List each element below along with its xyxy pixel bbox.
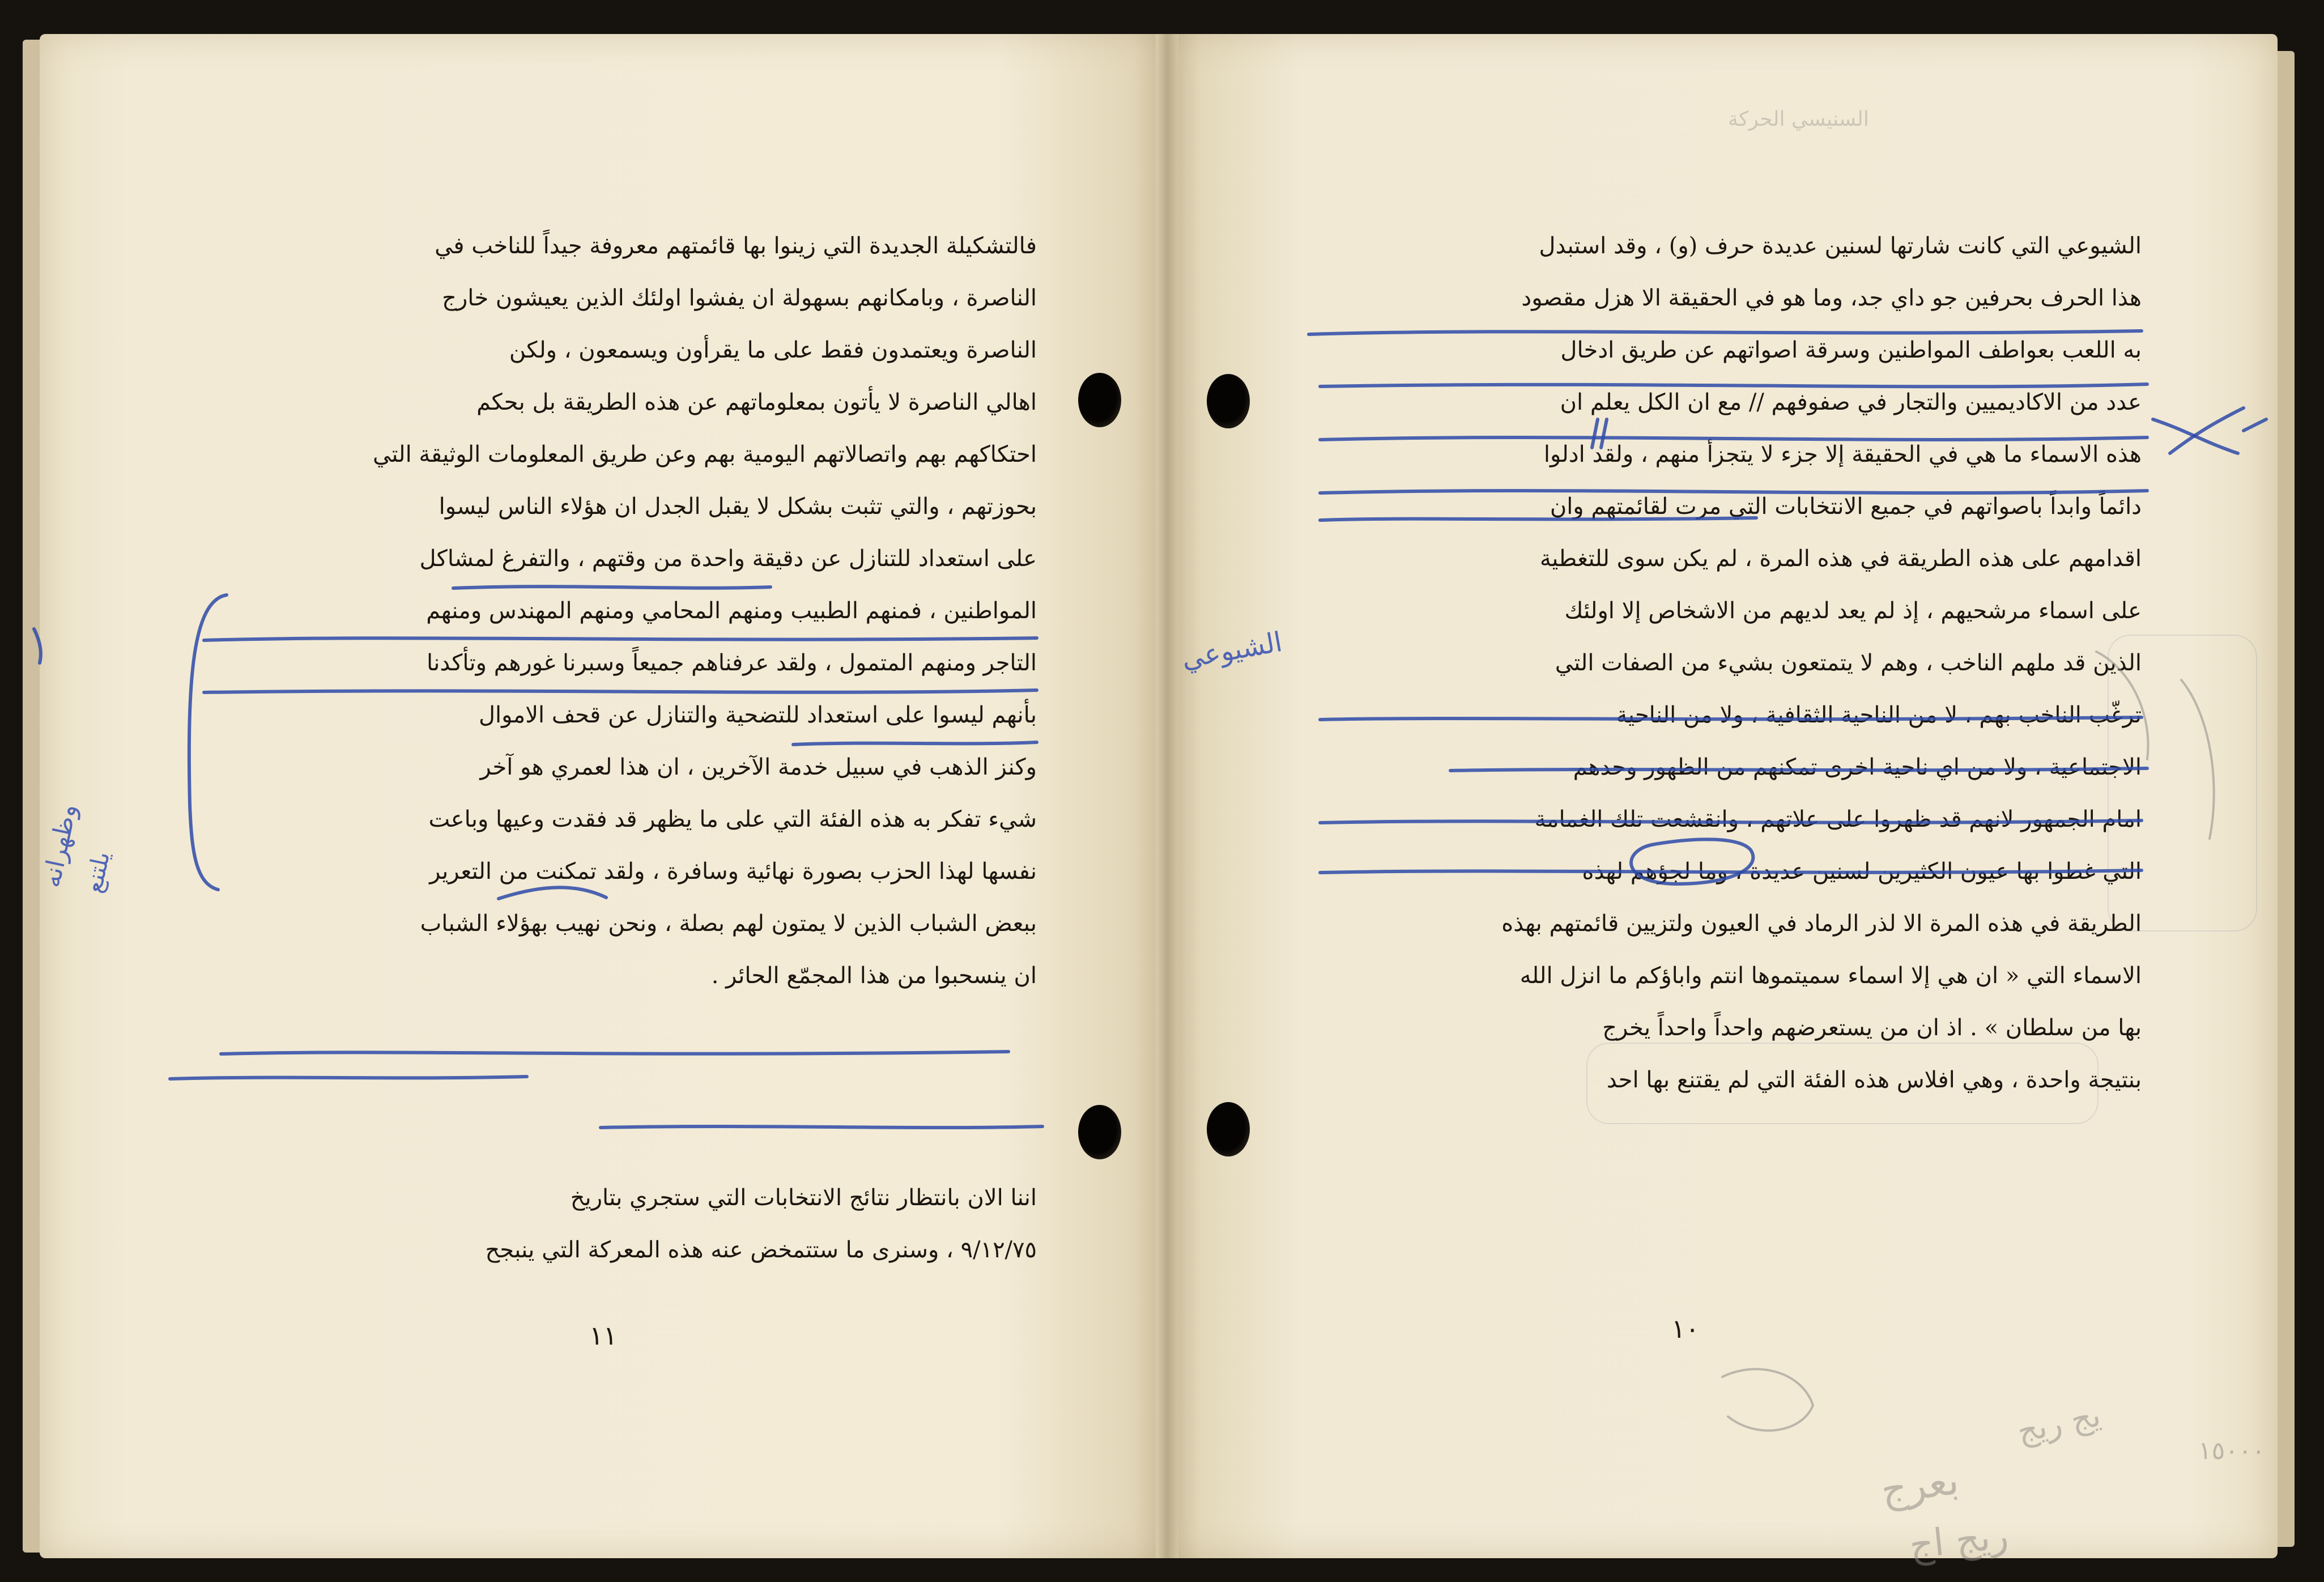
text-line: به اللعب بعواطف المواطنين وسرقة اصواتهم عن طريق ادخال <box>1560 337 2142 363</box>
pencil-note: ١٥٠٠٠ <box>2198 1436 2266 1465</box>
pen-underline <box>1320 491 2147 493</box>
text-line: على اسماء مرشحيهم ، إذ لم يعد لديهم من الاشخاص إلا اولئك <box>1564 598 2142 624</box>
text-line: هذا الحرف بحرفين جو داي جد، وما هو في الحقيقة الا هزل مقصود <box>1521 285 2142 311</box>
text-line: ببعض الشباب الذين لا يمتون لهم بصلة ، ونحن نهيب بهؤلاء الشباب <box>420 911 1037 937</box>
text-line: شيء تفكر به هذه الفئة التي على ما يظهر قد فقدت وعيها وباعت <box>428 806 1037 832</box>
pencil-mark <box>2181 680 2214 839</box>
pen-underline <box>221 1052 1008 1054</box>
pen-cross-mark <box>2244 419 2266 431</box>
page-number-right: ١٠ <box>1671 1313 1700 1344</box>
pen-underline <box>1320 437 2147 440</box>
pencil-mark <box>1722 1369 1813 1430</box>
text-line: التي غطوا بها عيون الكثيرين لسنين عديدة ، وما لجؤهم لهذه <box>1582 858 2142 884</box>
text-line: بأنهم ليسوا على استعداد للتضحية والتنازل عن قحف الاموال <box>478 702 1037 728</box>
pen-underline <box>1320 518 1756 520</box>
text-line: فالتشكيلة الجديدة التي زينوا بها قائمتهم معروفة جيداً للناخب في <box>435 233 1037 259</box>
pen-underline <box>453 586 771 588</box>
text-line: هذه الاسماء ما هي في الحقيقة إلا جزء لا يتجزأ منهم ، ولقد ادلوا <box>1543 441 2142 467</box>
pen-underline <box>1320 717 2142 720</box>
text-line: نفسها لهذا الحزب بصورة نهائية وسافرة ، ولقد تمكنت من التعرير <box>429 858 1037 884</box>
pen-underline <box>1320 384 2147 386</box>
pen-underline <box>601 1126 1042 1128</box>
text-line: على استعداد للتنازل عن دقيقة واحدة من وقتهم ، والتفرغ لمشاكل <box>419 546 1037 572</box>
text-line: الناصرة ، وبامكانهم بسهولة ان يفشوا اولئك الذين يعيشون خارج <box>442 285 1037 311</box>
pen-underline <box>1320 820 2142 823</box>
text-line: احتكاكهم بهم واتصالاتهم اليومية بهم وعن طريق المعلومات الوثيقة التي <box>372 441 1037 467</box>
pen-underline <box>499 887 606 899</box>
pen-underline <box>1320 870 2142 873</box>
pen-underline <box>170 1077 527 1079</box>
text-line: وكنز الذهب في سبيل خدمة الآخرين ، ان هذا لعمري هو آخر <box>480 754 1037 780</box>
pen-underline <box>204 638 1037 640</box>
text-line: بحوزتهم ، والتي تثبت بشكل لا يقبل الجدل ان هؤلاء الناس ليسوا <box>439 494 1037 520</box>
pen-circle <box>1631 839 1753 884</box>
pen-underline <box>793 742 1037 745</box>
pen-underline <box>1309 331 2142 334</box>
pencil-note: ريج اج <box>1907 1513 2011 1567</box>
text-line: التاجر ومنهم المتمول ، ولقد عرفناهم جميعاً وسبرنا غورهم وتأكدنا <box>427 650 1037 676</box>
text-line: اقدامهم على هذه الطريقة في هذه المرة ، لم يكن سوى للتغطية <box>1539 546 2142 572</box>
pen-underline <box>1450 768 2147 771</box>
text-line: ترغّب الناخب بهم ، لا من الناحية الثقافية ، ولا من الناحية <box>1616 702 2142 728</box>
pen-underline <box>204 690 1037 692</box>
pen-margin-note: الشيوعي <box>1179 626 1285 675</box>
text-line: الناصرة ويعتمدون فقط على ما يقرأون ويسمعون ، ولكن <box>509 337 1037 363</box>
pen-margin-tick <box>34 629 41 663</box>
text-line: اننا الان بانتظار نتائج الانتخابات التي ستجري بتاريخ <box>570 1185 1037 1211</box>
pencil-note: السنيسي الحركة <box>1728 108 1869 131</box>
text-line: الذين قد ملهم الناخب ، وهم لا يتمتعون بشيء من الصفات التي <box>1555 650 2142 676</box>
pencil-mark <box>2096 652 2148 759</box>
pen-double-slash <box>1592 419 1598 448</box>
pen-margin-note: وظهرانه <box>37 801 83 890</box>
pencil-note: بعرج <box>1878 1456 1962 1514</box>
pen-margin-note: يلتنع <box>79 849 116 896</box>
text-line: اهالي الناصرة لا يأتون بمعلوماتهم عن هذه الطريقة بل بحكم <box>476 389 1037 415</box>
pencil-note: يج ريج <box>2014 1397 2104 1451</box>
text-line: الاجتماعية ، ولا من اي ناحية اخرى تمكنهم من الظهور وحدهم <box>1573 754 2142 780</box>
page-number-left: ١١ <box>589 1320 618 1351</box>
text-line: المواطنين ، فمنهم الطبيب ومنهم المحامي ومنهم المهندس ومنهم <box>426 598 1037 624</box>
text-line: دائماً وابداً باصواتهم في جميع الانتخابات التي مرت لقائمتهم وان <box>1550 494 2142 520</box>
text-line: عدد من الاكاديميين والتجار في صفوفهم // مع ان الكل يعلم ان <box>1560 389 2142 415</box>
text-line: امام الجمهور لانهم قد ظهروا على علاتهم ، وانقشعت تلك الغمامة <box>1534 806 2142 832</box>
text-line: الاسماء التي « ان هي إلا اسماء سميتموها انتم واباؤكم ما انزل الله <box>1519 963 2142 989</box>
text-line: ٩/١٢/٧٥ ، وسنرى ما ستتمخض عنه هذه المعركة التي ينبجح <box>485 1237 1037 1263</box>
text-line: ان ينسحبوا من هذا المجمّع الحائر . <box>711 963 1037 989</box>
text-line: بها من سلطان » . اذ ان من يستعرضهم واحداً واحداً يخرج <box>1602 1015 2142 1041</box>
text-line: الشيوعي التي كانت شارتها لسنين عديدة حرف (و) ، وقد استبدل <box>1539 233 2142 259</box>
text-line: الطريقة في هذه المرة الا لذر الرماد في العيون ولتزيين قائمتهم بهذه <box>1501 911 2142 937</box>
text-line: بنتيجة واحدة ، وهي افلاس هذه الفئة التي لم يقتنع بها احد <box>1606 1067 2142 1093</box>
pen-double-slash <box>1601 419 1607 448</box>
